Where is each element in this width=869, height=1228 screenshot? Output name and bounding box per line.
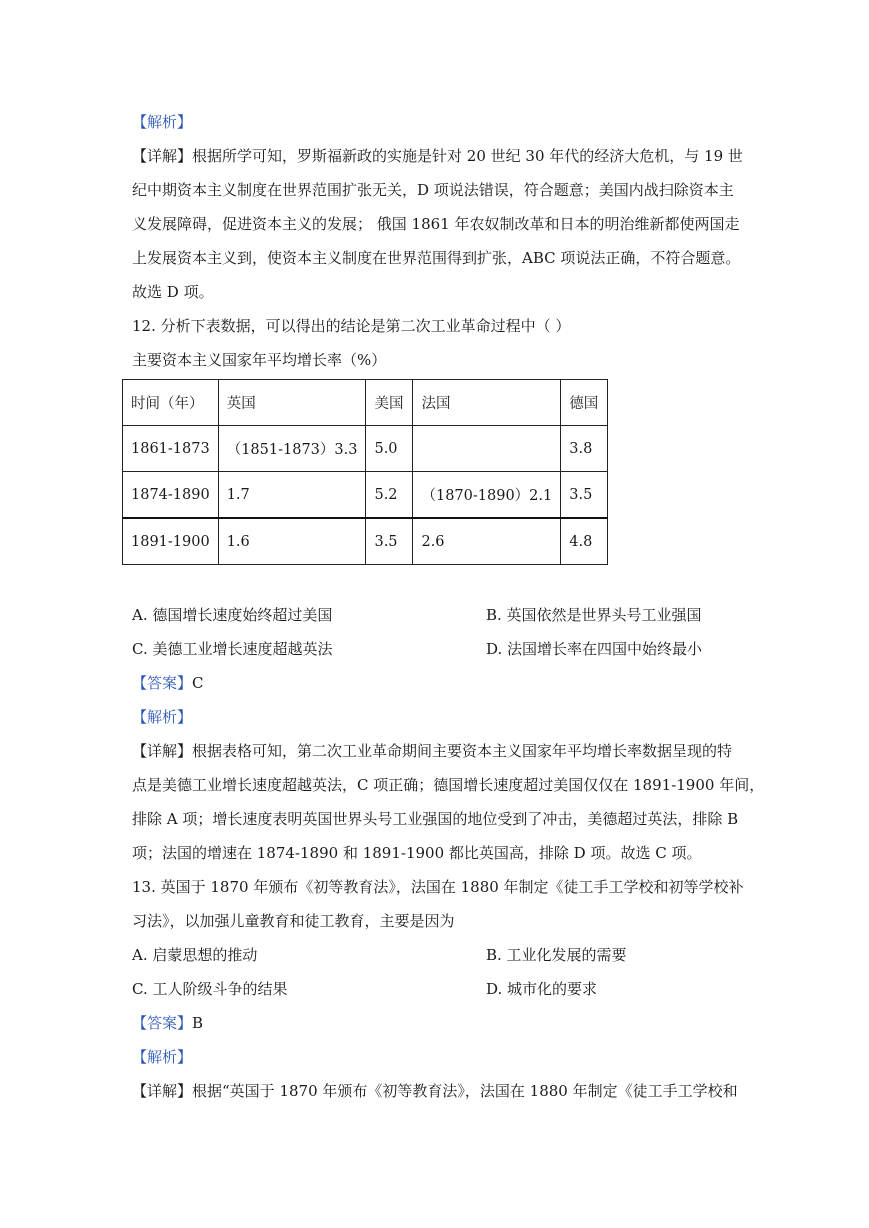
q13-answer-label: 【答案】 — [132, 1014, 193, 1032]
q13-question-line-2: 习法》，以加强儿童教育和徒工教育，主要是因为 — [132, 912, 455, 930]
q12-option-c: C. 美德工业增长速度超越英法 — [132, 640, 333, 658]
q11-detail-line-5: 故选 D 项。 — [132, 283, 214, 301]
q13-question-line-1: 13. 英国于 1870 年颁布《初等教育法》，法国在 1880 年制定《徒工手工学校和初等学校补 — [132, 878, 744, 896]
q12-answer-label: 【答案】 — [132, 674, 193, 692]
q12-detail-line-2: 点是美德工业增长速度超越英法，C 项正确；德国增长速度超过美国仅仅在 1891-1900 年间， — [132, 776, 765, 794]
q13-option-d: D. 城市化的要求 — [486, 980, 598, 998]
table-cell: 4.8 — [561, 518, 608, 565]
q13-answer — [132, 1013, 203, 1033]
table-cell: 2.6 — [413, 518, 561, 565]
table-row — [123, 472, 608, 519]
q13-option-c: C. 工人阶级斗争的结果 — [132, 980, 288, 998]
q12-detail-line-3: 排除 A 项；增长速度表明英国世界头号工业强国的地位受到了冲击，美德超过英法，排除 B — [132, 810, 739, 828]
header-uk: 英国 — [218, 380, 366, 426]
q12-option-b: B. 英国依然是世界头号工业强国 — [486, 606, 702, 624]
q12-detail-label: 【详解】 — [132, 742, 193, 760]
q12-detail-line-4: 项；法国的增速在 1874-1890 和 1891-1900 都比英国高，排除 D 项。故选 C 项。 — [132, 844, 702, 862]
table-cell: 1861-1873 — [123, 426, 219, 472]
header-france: 法国 — [413, 380, 561, 426]
q13-detail-label: 【详解】 — [132, 1082, 193, 1100]
table-cell: 1.7 — [218, 472, 366, 519]
q11-detail-line-3: 义发展障碍，促进资本主义的发展； 俄国 1861 年农奴制改革和日本的明治维新都使两国走 — [132, 215, 740, 233]
q13-option-b: B. 工业化发展的需要 — [486, 946, 627, 964]
q11-detail-label: 【详解】 — [132, 147, 193, 165]
q11-detail-line-2: 纪中期资本主义制度在世界范围扩张无关，D 项说法错误，符合题意；美国内战扫除资本主 — [132, 181, 734, 199]
table-cell — [413, 426, 561, 472]
q13-option-a: A. 启蒙思想的推动 — [132, 946, 258, 964]
q12-analysis-label: 【解析】 — [132, 708, 193, 726]
header-time: 时间（年） — [123, 380, 219, 426]
q12-table-caption: 主要资本主义国家年平均增长率（%） — [132, 351, 387, 369]
q12-question: 12. 分析下表数据，可以得出的结论是第二次工业革命过程中（ ） — [132, 317, 571, 335]
q12-answer-value: C — [192, 674, 204, 692]
table-cell: 1874-1890 — [123, 472, 219, 519]
q11-detail-line-4: 上发展资本主义到，使资本主义制度在世界范围得到扩张，ABC 项说法正确，不符合题意。 — [132, 249, 741, 267]
table-cell: 1.6 — [218, 518, 366, 565]
q11-analysis-label: 【解析】 — [132, 113, 193, 131]
header-us: 美国 — [366, 380, 413, 426]
table-row — [123, 518, 608, 565]
table-cell: 1891-1900 — [123, 518, 219, 565]
table-cell: 5.2 — [366, 472, 413, 519]
q13-analysis-label: 【解析】 — [132, 1048, 193, 1066]
table-header-row — [123, 380, 608, 426]
q12-answer — [132, 673, 204, 693]
table-cell: 3.8 — [561, 426, 608, 472]
table-cell: 3.5 — [561, 472, 608, 519]
table-cell: 5.0 — [366, 426, 413, 472]
table-row — [123, 426, 608, 472]
q13-answer-value: B — [192, 1014, 204, 1032]
table-cell: （1870-1890）2.1 — [413, 472, 561, 519]
q12-option-a: A. 德国增长速度始终超过美国 — [132, 606, 333, 624]
growth-rate-table — [122, 379, 608, 565]
q12-detail-line-1: 【详解】根据表格可知，第二次工业革命期间主要资本主义国家年平均增长率数据呈现的特 — [132, 742, 733, 760]
q13-detail-line-1: 【详解】根据“英国于 1870 年颁布《初等教育法》，法国在 1880 年制定《徒工手工学校和 — [132, 1082, 738, 1100]
q11-detail-line-1: 【详解】根据所学可知，罗斯福新政的实施是针对 20 世纪 30 年代的经济大危机，与 19 世 — [132, 147, 743, 165]
table-cell: （1851-1873）3.3 — [218, 426, 366, 472]
header-germany: 德国 — [561, 380, 608, 426]
q12-option-d: D. 法国增长率在四国中始终最小 — [486, 640, 703, 658]
table-cell: 3.5 — [366, 518, 413, 565]
